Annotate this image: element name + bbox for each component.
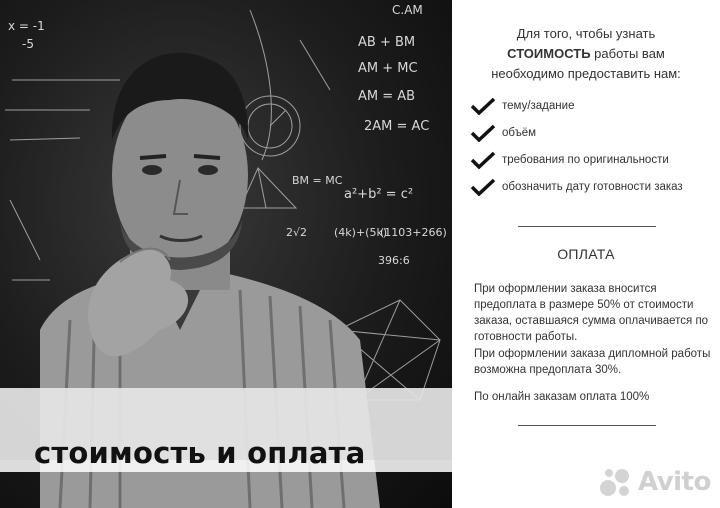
banner-title: стоимость и оплата bbox=[34, 436, 366, 470]
payment-paragraph: При оформлении заказа дипломной работы возможна предоплата 30%. bbox=[474, 348, 711, 376]
list-item bbox=[470, 146, 720, 173]
intro-strong-word: СТОИМОСТЬ bbox=[507, 46, 591, 61]
intro-text bbox=[452, 24, 720, 84]
requirements-list bbox=[470, 92, 720, 200]
board-formula: AM + MC bbox=[358, 61, 418, 76]
board-formula: a²+b² = c² bbox=[344, 187, 414, 202]
info-panel bbox=[452, 0, 720, 508]
list-item-label: обозначить дату готовности заказ bbox=[502, 180, 683, 193]
divider bbox=[518, 425, 656, 426]
list-item bbox=[470, 173, 720, 200]
list-item-label: тему/задание bbox=[502, 99, 575, 112]
checkmark-icon bbox=[470, 178, 496, 196]
payment-title: ОПЛАТА bbox=[557, 246, 615, 262]
board-formula: 2AM = AC bbox=[364, 119, 430, 134]
intro-line-1: Для того, чтобы узнать bbox=[516, 26, 656, 41]
list-item bbox=[470, 119, 720, 146]
board-formula: -5 bbox=[22, 37, 34, 51]
payment-paragraph: По онлайн заказам оплата 100% bbox=[474, 391, 650, 403]
list-item-label: объём bbox=[502, 126, 537, 139]
payment-paragraph: При оформлении заказа вносится предоплата в размере 50% от стоимости заказа, оставшаяся сумма оплачивается по готовности работы. bbox=[474, 283, 709, 343]
checkmark-icon bbox=[470, 97, 496, 115]
board-formula: x = -1 bbox=[8, 19, 45, 33]
board-formula: C.AM bbox=[392, 3, 423, 17]
avito-brand: Avito bbox=[638, 467, 711, 497]
avito-dots-icon bbox=[598, 466, 634, 498]
checkmark-icon bbox=[470, 124, 496, 142]
list-item-label: требования по оригинальности bbox=[502, 153, 669, 166]
board-formula: AB + BM bbox=[358, 35, 416, 50]
intro-line-2 bbox=[452, 44, 720, 64]
board-formula: (4k)+(5k) bbox=[334, 226, 388, 239]
divider bbox=[518, 226, 656, 227]
board-formula: 2√2 bbox=[286, 226, 308, 239]
board-formula: 396:6 bbox=[378, 254, 410, 267]
avito-watermark bbox=[598, 466, 711, 498]
intro-line-3: необходимо предоставить нам: bbox=[491, 66, 681, 81]
intro-line-2-rest: работы вам bbox=[590, 46, 665, 61]
board-formula: (1103+266) bbox=[380, 226, 447, 239]
board-formula: AM = AB bbox=[358, 89, 416, 104]
list-item bbox=[470, 92, 720, 119]
board-formula: BM = MC bbox=[292, 174, 343, 187]
checkmark-icon bbox=[470, 151, 496, 169]
